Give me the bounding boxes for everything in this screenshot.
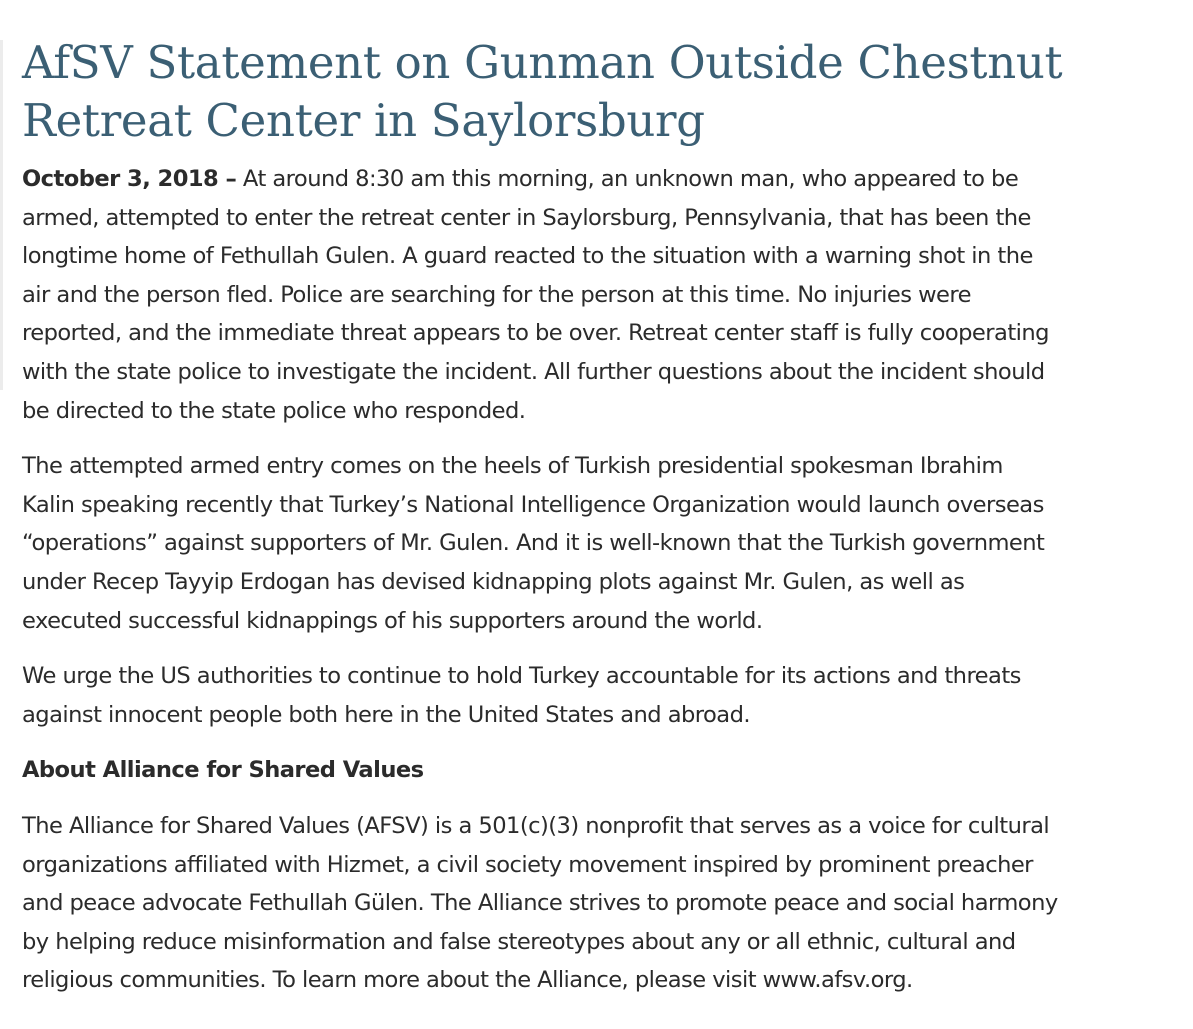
title-line-2: Retreat Center in Saylorsburg <box>22 94 705 147</box>
context-line: “operations” against supporters of Mr. Gulen. And it is well-known that the Turkish government <box>22 530 1045 557</box>
about-line: by helping reduce misinformation and false stereotypes about any or all ethnic, cultural and <box>22 928 1016 955</box>
page-title <box>22 34 1190 150</box>
statement-line: longtime home of Fethullah Gulen. A guard reacted to the situation with a warning shot in the <box>22 243 1033 270</box>
context-line: The attempted armed entry comes on the heels of Turkish presidential spokesman Ibrahim <box>22 453 1003 480</box>
about-paragraph <box>22 807 1190 1000</box>
context-line: executed successful kidnappings of his supporters around the world. <box>22 607 763 634</box>
title-line-1: AfSV Statement on Gunman Outside Chestnut <box>22 36 1063 89</box>
statement-line: reported, and the immediate threat appears to be over. Retreat center staff is fully cooperating <box>22 320 1049 347</box>
statement-line: armed, attempted to enter the retreat center in Saylorsburg, Pennsylvania, that has been the <box>22 204 1031 231</box>
statement-line: with the state police to investigate the incident. All further questions about the incident should <box>22 358 1045 385</box>
about-line: The Alliance for Shared Values (AFSV) is a 501(c)(3) nonprofit that serves as a voice for cultural <box>22 812 1050 839</box>
appeal-line: We urge the US authorities to continue to hold Turkey accountable for its actions and threats <box>22 663 1021 690</box>
statement-line: be directed to the state police who responded. <box>22 397 526 424</box>
appeal-paragraph <box>22 657 1190 734</box>
context-paragraph <box>22 447 1190 640</box>
statement-paragraph <box>22 160 1190 430</box>
about-heading: About Alliance for Shared Values <box>22 757 424 784</box>
left-border-rule <box>0 40 3 390</box>
statement-line-text: At around 8:30 am this morning, an unknown man, who appeared to be <box>236 166 1019 192</box>
about-line: religious communities. To learn more about the Alliance, please visit www.afsv.org. <box>22 967 913 994</box>
press-release-article <box>22 34 1190 1017</box>
appeal-line: against innocent people both here in the United States and abroad. <box>22 701 751 728</box>
context-line: under Recep Tayyip Erdogan has devised kidnapping plots against Mr. Gulen, as well as <box>22 568 965 595</box>
dateline: October 3, 2018 – <box>22 166 237 192</box>
about-line: and peace advocate Fethullah Gülen. The Alliance strives to promote peace and social harmony <box>22 890 1058 917</box>
statement-line: air and the person fled. Police are searching for the person at this time. No injuries were <box>22 281 971 308</box>
about-line: organizations affiliated with Hizmet, a civil society movement inspired by prominent preacher <box>22 851 1033 878</box>
context-line: Kalin speaking recently that Turkey’s National Intelligence Organization would launch overseas <box>22 491 1044 518</box>
statement-line <box>22 160 1190 199</box>
